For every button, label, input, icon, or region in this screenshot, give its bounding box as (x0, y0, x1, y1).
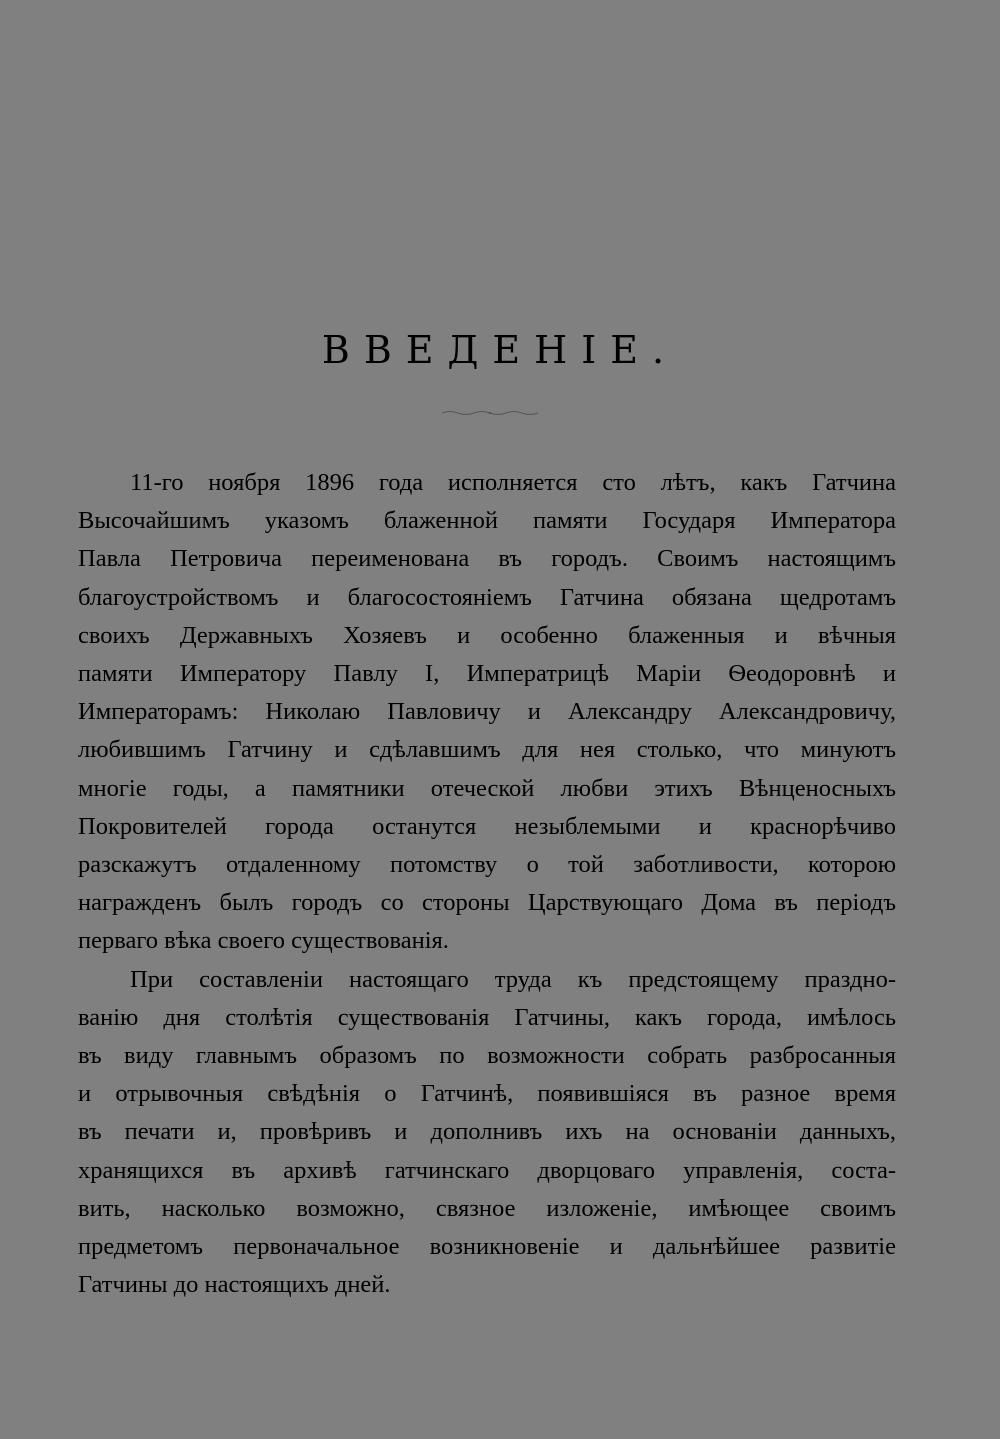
paragraph-1 (78, 464, 896, 961)
text-line: предметомъ первоначальное возникновеніе и дальнѣйшее развитіе (78, 1233, 896, 1261)
text-line: Павла Петровича переименована въ городъ. Своимъ настоящимъ (78, 545, 896, 573)
text-line: Императорамъ: Николаю Павловичу и Александру Александровичу, (78, 698, 896, 726)
text-line: своихъ Державныхъ Хозяевъ и особенно блаженныя и вѣчныя (78, 621, 896, 649)
paragraph-2 (78, 961, 896, 1305)
text-line: хранящихся въ архивѣ гатчинскаго дворцоваго управленія, соста- (78, 1156, 896, 1184)
text-line: и отрывочныя свѣдѣнія о Гатчинѣ, появившіяся въ разное время (78, 1080, 896, 1108)
text-line: вить, насколько возможно, связное изложеніе, имѣющее своимъ (78, 1194, 896, 1222)
text-line: въ печати и, провѣривъ и дополнивъ ихъ на основаніи данныхъ, (78, 1118, 896, 1146)
body-text (78, 464, 896, 1304)
text-line: 11-го ноября 1896 года исполняется сто лѣтъ, какъ Гатчина (130, 469, 896, 496)
title-ornament-divider (440, 408, 540, 418)
text-line: разскажутъ отдаленному потомству о той заботливости, которою (78, 851, 896, 879)
text-line: перваго вѣка своего существованія. (78, 927, 449, 955)
text-line: въ виду главнымъ образомъ по возможности собрать разбросанныя (78, 1042, 896, 1070)
text-line: памяти Императору Павлу I, Императрицѣ Маріи Ѳеодоровнѣ и (78, 660, 896, 688)
text-line: благоустройствомъ и благосостояніемъ Гатчина обязана щедротамъ (78, 583, 896, 611)
text-line: Высочайшимъ указомъ блаженной памяти Государя Императора (78, 507, 896, 535)
text-line: награжденъ былъ городъ со стороны Царствующаго Дома въ періодъ (78, 889, 896, 917)
text-line: многіе годы, а памятники отеческой любви этихъ Вѣнценосныхъ (78, 774, 896, 802)
text-line: Гатчины до настоящихъ дней. (78, 1271, 391, 1299)
text-line: ванію дня столѣтія существованія Гатчины, какъ города, имѣлось (78, 1003, 896, 1031)
chapter-title: ВВЕДЕНІЕ. (321, 328, 679, 372)
text-line: Покровителей города останутся незыблемыми и краснорѣчиво (78, 812, 896, 840)
text-line: любившимъ Гатчину и сдѣлавшимъ для нея столько, что минуютъ (78, 736, 896, 764)
text-line: При составленіи настоящаго труда къ предстоящему праздно- (130, 965, 896, 993)
